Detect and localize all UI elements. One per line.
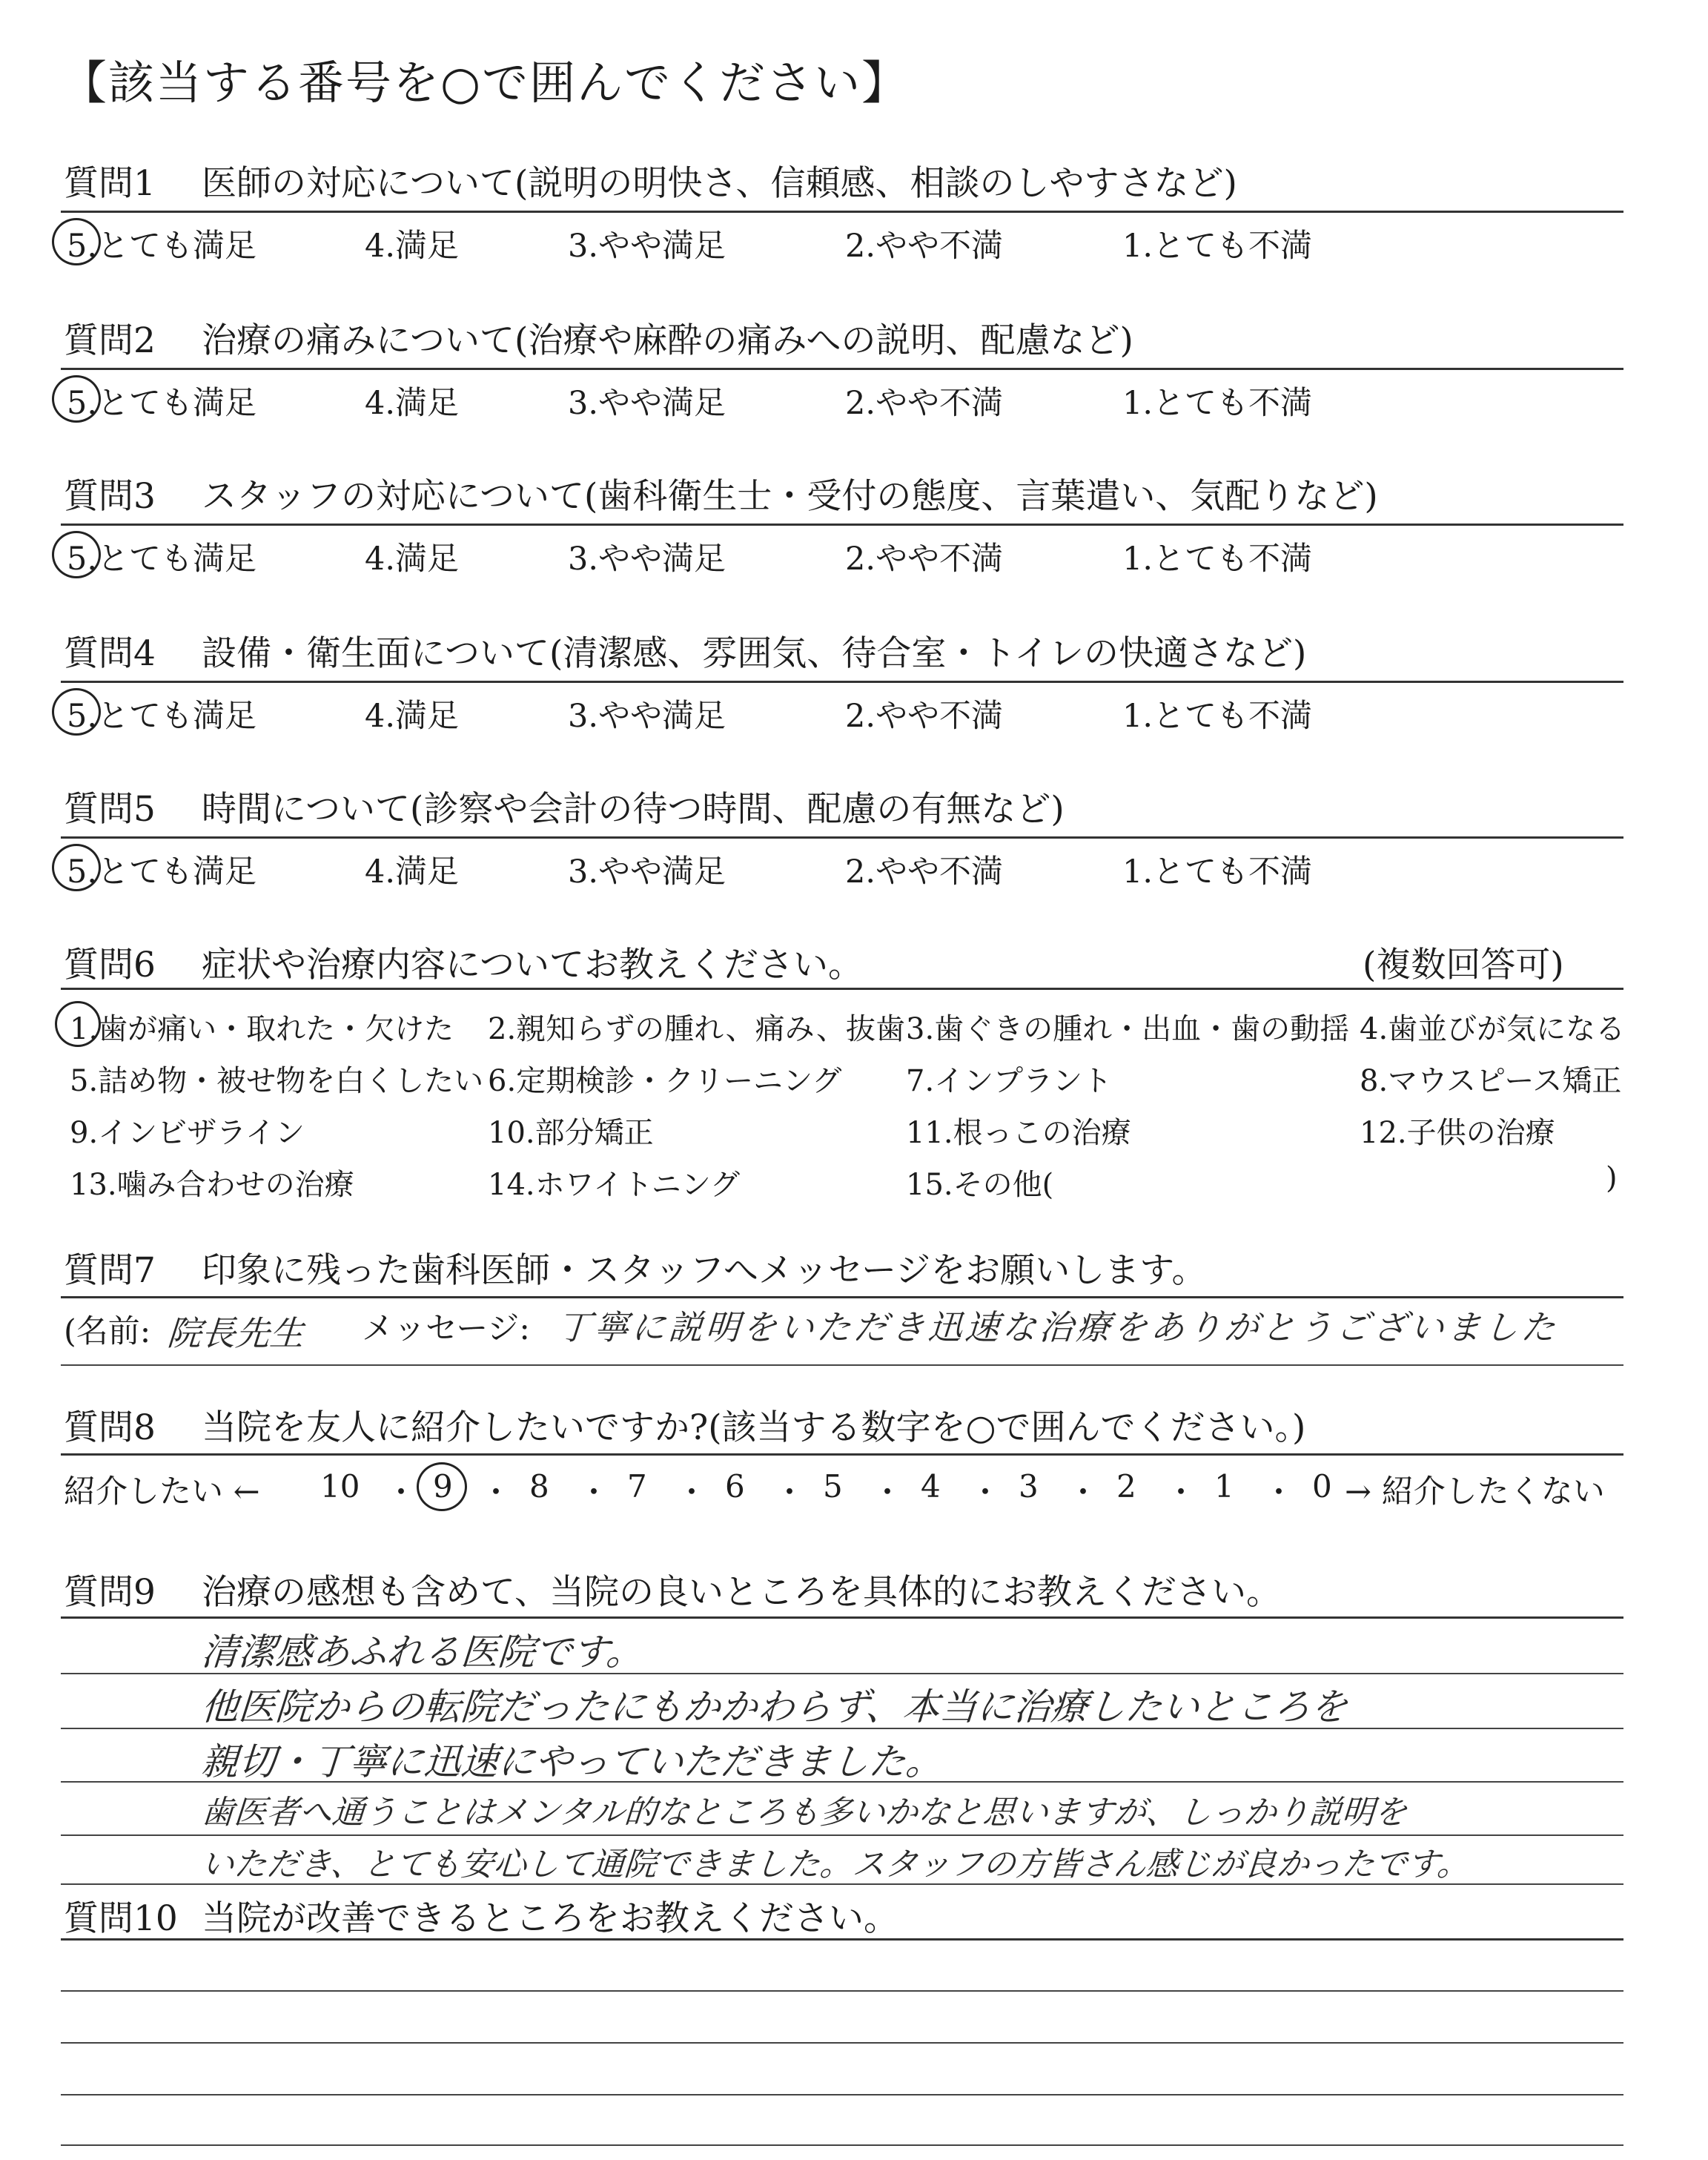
answer-line — [61, 1834, 1623, 1836]
scale-separator: ・ — [1263, 1474, 1295, 1510]
option-4[interactable]: 4.満足 — [365, 698, 460, 735]
option-5[interactable]: 5.とても満足 — [67, 541, 257, 578]
answer-line[interactable] — [61, 1990, 1623, 1992]
symptom-option[interactable]: 9.インビザライン — [70, 1116, 305, 1150]
scale-separator: ・ — [872, 1474, 904, 1510]
symptom-option[interactable]: 1.歯が痛い・取れた・欠けた — [70, 1012, 454, 1046]
scale-0[interactable]: 0 — [1312, 1468, 1332, 1505]
divider — [61, 1453, 1623, 1456]
divider — [61, 368, 1623, 370]
answer-text-line: いただき、とても安心して通院できました。スタッフの方皆さん感じが良かったです。 — [199, 1846, 1472, 1883]
question-label: 質問10 — [64, 1898, 178, 1939]
divider — [61, 681, 1623, 683]
scale-separator: ・ — [385, 1474, 417, 1510]
selected-circle — [52, 531, 101, 578]
scale-3[interactable]: 3 — [1019, 1468, 1039, 1505]
option-4[interactable]: 4.満足 — [365, 385, 460, 422]
answer-text-line: 親切・丁寧に迅速にやっていただきました。 — [199, 1740, 944, 1783]
divider — [61, 1364, 1623, 1366]
option-2[interactable]: 2.やや不満 — [845, 698, 1004, 735]
scale-10[interactable]: 10 — [320, 1468, 360, 1505]
question-text: 医師の対応について(説明の明快さ、信頼感、相談のしやすさなど) — [202, 163, 1237, 204]
selected-circle — [52, 375, 101, 423]
question-text: 印象に残った歯科医師・スタッフへメッセージをお願いします。 — [202, 1250, 1207, 1291]
question-text: スタッフの対応について(歯科衛生士・受付の態度、言葉遣い、気配りなど) — [202, 476, 1378, 517]
other-close-paren: ) — [1606, 1161, 1618, 1195]
question-label: 質問4 — [64, 633, 156, 674]
question-label: 質問8 — [64, 1407, 156, 1448]
option-1[interactable]: 1.とても不満 — [1122, 228, 1313, 265]
question-label: 質問7 — [64, 1250, 156, 1291]
divider — [61, 1616, 1623, 1619]
option-2[interactable]: 2.やや不満 — [845, 228, 1004, 265]
symptom-option[interactable]: 5.詰め物・被せ物を白くしたい — [70, 1064, 484, 1098]
question-label: 質問9 — [64, 1572, 156, 1613]
symptom-option[interactable]: 6.定期検診・クリーニング — [488, 1064, 842, 1098]
option-1[interactable]: 1.とても不満 — [1122, 385, 1313, 422]
option-3[interactable]: 3.やや満足 — [568, 541, 726, 578]
option-2[interactable]: 2.やや不満 — [845, 541, 1004, 578]
symptom-option[interactable]: 12.子供の治療 — [1360, 1116, 1555, 1150]
divider — [61, 524, 1623, 526]
option-5[interactable]: 5.とても満足 — [67, 228, 257, 265]
option-2[interactable]: 2.やや不満 — [845, 385, 1004, 422]
multiple-answer-note: (複数回答可) — [1363, 945, 1564, 985]
question-text: 症状や治療内容についてお教えください。 — [202, 945, 864, 985]
selected-circle — [52, 218, 101, 265]
selected-circle — [55, 1001, 101, 1047]
option-3[interactable]: 3.やや満足 — [568, 853, 726, 891]
option-4[interactable]: 4.満足 — [365, 541, 460, 578]
answer-text-line: 他医院からの転院だったにもかかわらず、本当に治療したいところを — [199, 1685, 1349, 1728]
name-value[interactable]: 院長先生 — [165, 1313, 305, 1353]
symptom-option[interactable]: 14.ホワイトニング — [488, 1168, 741, 1202]
question-text: 当院が改善できるところをお教えください。 — [202, 1898, 898, 1939]
option-4[interactable]: 4.満足 — [365, 853, 460, 891]
scale-separator: ・ — [774, 1474, 806, 1510]
option-1[interactable]: 1.とても不満 — [1122, 853, 1313, 891]
option-4[interactable]: 4.満足 — [365, 228, 460, 265]
symptom-option[interactable]: 13.噛み合わせの治療 — [70, 1168, 354, 1202]
option-3[interactable]: 3.やや満足 — [568, 385, 726, 422]
selected-circle — [417, 1462, 467, 1511]
scale-separator: ・ — [970, 1474, 1002, 1510]
scale-9[interactable]: 9 — [433, 1468, 453, 1505]
question-text: 治療の感想も含めて、当院の良いところを具体的にお教えください。 — [202, 1572, 1282, 1613]
question-text: 設備・衛生面について(清潔感、雰囲気、待合室・トイレの快適さなど) — [202, 633, 1307, 674]
scale-separator: ・ — [1165, 1474, 1197, 1510]
divider — [61, 211, 1623, 213]
option-1[interactable]: 1.とても不満 — [1122, 698, 1313, 735]
question-label: 質問2 — [64, 320, 156, 361]
symptom-option[interactable]: 11.根っこの治療 — [906, 1116, 1131, 1150]
symptom-option[interactable]: 10.部分矯正 — [488, 1116, 654, 1150]
message-label: メッセージ: — [362, 1310, 530, 1347]
selected-circle — [52, 688, 101, 736]
divider — [61, 1296, 1623, 1298]
option-3[interactable]: 3.やや満足 — [568, 698, 726, 735]
scale-2[interactable]: 2 — [1116, 1468, 1136, 1505]
scale-separator: ・ — [480, 1474, 512, 1510]
recommend-left-label: 紹介したい ← — [64, 1473, 260, 1510]
question-label: 質問1 — [64, 163, 156, 204]
symptom-option[interactable]: 15.その他( — [906, 1168, 1054, 1202]
answer-line[interactable] — [61, 2094, 1623, 2095]
answer-line[interactable] — [61, 2144, 1623, 2146]
symptom-option[interactable]: 2.親知らずの腫れ、痛み、抜歯 — [488, 1012, 905, 1046]
symptom-option[interactable]: 3.歯ぐきの腫れ・出血・歯の動揺 — [906, 1012, 1350, 1046]
divider — [61, 1938, 1623, 1941]
scale-7[interactable]: 7 — [627, 1468, 647, 1505]
answer-text-line: 清潔感あふれる医院です。 — [199, 1631, 645, 1674]
scale-separator: ・ — [676, 1474, 708, 1510]
question-label: 質問6 — [64, 945, 156, 985]
question-text: 時間について(診察や会計の待つ時間、配慮の有無など) — [202, 789, 1065, 830]
page-title: 【該当する番号を○で囲んでください】 — [61, 56, 910, 110]
recommend-right-label: → 紹介したくない — [1345, 1473, 1605, 1510]
option-5[interactable]: 5.とても満足 — [67, 698, 257, 735]
scale-separator: ・ — [578, 1474, 610, 1510]
question-label: 質問3 — [64, 476, 156, 517]
symptom-option[interactable]: 4.歯並びが気になる — [1360, 1012, 1626, 1046]
scale-6[interactable]: 6 — [725, 1468, 745, 1505]
name-label: (名前: — [64, 1313, 151, 1350]
option-3[interactable]: 3.やや満足 — [568, 228, 726, 265]
answer-text-line: 歯医者へ通うことはメンタル的なところも多いかなと思いますが、しっかり説明を — [199, 1794, 1409, 1832]
option-5[interactable]: 5.とても満足 — [67, 853, 257, 891]
option-2[interactable]: 2.やや不満 — [845, 853, 1004, 891]
option-1[interactable]: 1.とても不満 — [1122, 541, 1313, 578]
question-text: 治療の痛みについて(治療や麻酔の痛みへの説明、配慮など) — [202, 320, 1133, 361]
scale-5[interactable]: 5 — [823, 1468, 843, 1505]
scale-8[interactable]: 8 — [529, 1468, 549, 1505]
option-5[interactable]: 5.とても満足 — [67, 385, 257, 422]
scale-separator: ・ — [1068, 1474, 1099, 1510]
answer-line[interactable] — [61, 2042, 1623, 2044]
divider — [61, 988, 1623, 990]
question-text: 当院を友人に紹介したいですか?(該当する数字を○で囲んでください。) — [202, 1407, 1306, 1448]
scale-1[interactable]: 1 — [1214, 1468, 1234, 1505]
message-value[interactable]: 丁寧に説明をいただき迅速な治療をありがとうございました — [555, 1307, 1560, 1347]
scale-4[interactable]: 4 — [921, 1468, 941, 1505]
divider — [61, 836, 1623, 839]
question-label: 質問5 — [64, 789, 156, 830]
symptom-option[interactable]: 8.マウスピース矯正 — [1360, 1064, 1622, 1098]
selected-circle — [52, 844, 101, 891]
symptom-option[interactable]: 7.インプラント — [906, 1064, 1113, 1098]
